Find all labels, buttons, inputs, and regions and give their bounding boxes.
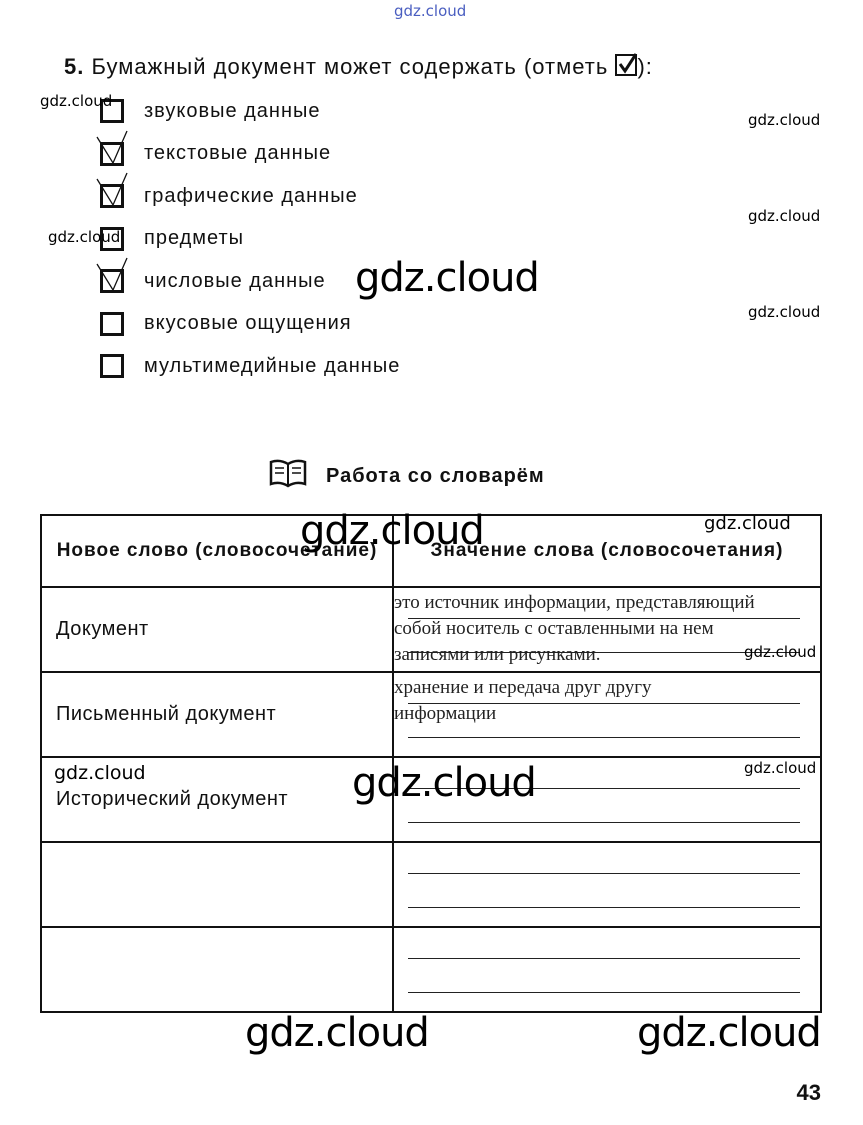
table-row — [41, 927, 821, 1012]
checkbox-checked[interactable] — [100, 184, 124, 208]
watermark: gdz.cloud — [352, 760, 536, 806]
page-number: 43 — [796, 1080, 821, 1105]
answer-line — [408, 958, 800, 959]
option-label: вкусовые ощущения — [144, 312, 352, 334]
watermark: gdz.cloud — [394, 2, 467, 20]
option-item — [100, 224, 244, 254]
word-cell — [41, 842, 393, 927]
option-label: предметы — [144, 227, 245, 249]
book-icon — [268, 458, 308, 494]
meaning-cell[interactable] — [393, 672, 821, 757]
word-cell: Исторический документ — [41, 757, 393, 842]
watermark: gdz.cloud — [245, 1010, 429, 1056]
watermark: gdz.cloud — [748, 111, 821, 129]
table-row — [41, 672, 821, 757]
question: 5. Бумажный документ может содержать (отметь ): — [64, 54, 653, 79]
watermark: gdz.cloud — [40, 92, 113, 110]
watermark: gdz.cloud — [355, 255, 539, 301]
header-meaning: Значение слова (словосочетания) — [393, 515, 821, 587]
handwritten-answer: хранение и передача друг другу — [394, 677, 652, 698]
answer-line — [408, 992, 800, 993]
handwritten-answer: собой носитель с оставленными на нем — [394, 618, 714, 639]
checkbox-checked[interactable] — [100, 269, 124, 293]
option-item — [100, 351, 400, 381]
watermark: gdz.cloud — [54, 762, 146, 784]
check-mark-icon — [91, 171, 135, 215]
section-title: Работа со словарём — [326, 464, 545, 487]
option-label: звуковые данные — [144, 99, 321, 122]
watermark: gdz.cloud — [744, 759, 817, 777]
table-row — [41, 842, 821, 927]
checkbox[interactable] — [100, 312, 124, 336]
handwritten-answer: записями или рисунками. — [394, 644, 601, 665]
option-item — [100, 139, 331, 169]
option-label: числовые данные — [144, 269, 326, 292]
watermark: gdz.cloud — [748, 207, 821, 225]
question-number: 5. — [64, 54, 85, 79]
meaning-cell[interactable] — [393, 927, 821, 1012]
watermark: gdz.cloud — [704, 513, 791, 534]
watermark: gdz.cloud — [744, 643, 817, 661]
handwritten-answer: информации — [394, 703, 497, 724]
option-item — [100, 181, 358, 211]
word-cell: Письменный документ — [41, 672, 393, 757]
answer-line — [408, 907, 800, 908]
watermark: gdz.cloud — [637, 1010, 821, 1056]
handwritten-answer: это источник информации, представляющий — [394, 592, 755, 613]
watermark: gdz.cloud — [48, 228, 121, 246]
option-item — [100, 266, 326, 296]
checkbox-checked[interactable] — [100, 142, 124, 166]
section-heading — [268, 458, 545, 494]
word-cell — [41, 927, 393, 1012]
answer-line — [408, 822, 800, 823]
header-word: Новое слово (словосочетание) — [41, 515, 393, 587]
option-item — [100, 309, 352, 339]
meaning-cell[interactable] — [393, 842, 821, 927]
checkmark-box-icon — [615, 54, 637, 76]
check-mark-icon — [91, 256, 135, 300]
check-mark-icon — [91, 129, 135, 173]
option-label: мультимедийные данные — [144, 354, 401, 377]
checkbox[interactable] — [100, 354, 124, 378]
option-item — [100, 96, 321, 126]
option-label: текстовые данные — [144, 142, 332, 164]
watermark: gdz.cloud — [300, 508, 484, 554]
word-cell: Документ — [41, 587, 393, 672]
answer-line — [408, 873, 800, 874]
question-text: Бумажный документ может содержать (отметь — [91, 54, 609, 79]
table-row — [41, 587, 821, 672]
watermark: gdz.cloud — [748, 303, 821, 321]
answer-line — [408, 737, 800, 738]
option-label: графические данные — [144, 184, 358, 207]
